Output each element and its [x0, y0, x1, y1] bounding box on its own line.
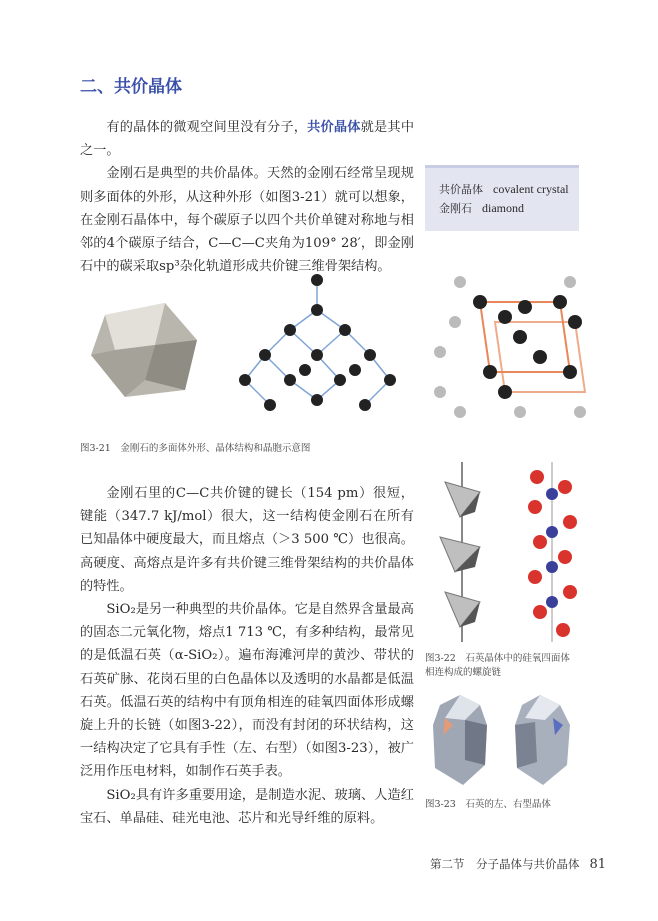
section-title: 二、共价晶体 [80, 77, 182, 97]
paragraph-1 [80, 116, 414, 162]
glossary-box [425, 165, 579, 231]
glossary-zh: 金刚石 [439, 202, 472, 215]
page-number: 81 [589, 857, 607, 872]
diamond-crystal-structure-model [230, 270, 405, 420]
diamond-crystal-photo [85, 295, 205, 405]
paragraph-4: SiO₂是另一种典型的共价晶体。它是自然界含量最高的固态二元氧化物，熔点1 713 ℃，有多种结构，最常见的是低温石英（α-SiO₂）。遍布海滩河岸的黄沙、带状的石英矿脉、花岗石里的白色晶体以及透明的水晶都是低温石英。低温石英的结构中有顶角相连的硅氧四面体形成螺旋上升的长链（如图3-22），而没有封闭的环状结构，这一结构决定了它具有手性（左、右型）（如图3-23），被广泛用作压电材料，如制作石英手表。 [80, 602, 414, 780]
intro-text [80, 116, 414, 278]
glossary-en: diamond [482, 201, 524, 215]
quartz-helix-chain-models [425, 462, 585, 642]
figure-3-23-caption: 图3-23 石英的左、右型晶体 [425, 799, 551, 810]
figure-3-21-caption: 图3-21 金刚石的多面体外形、晶体结构和晶胞示意图 [80, 443, 311, 454]
paragraph-3: 金刚石里的C—C共价键的键长（154 pm）很短，键能（347.7 kJ/mol）很大，这一结构使金刚石在所有已知晶体中硬度最大，而且熔点（＞3 500 ℃）也很高。高硬度、高熔点是许多有共价键三维骨架结构的共价晶体的特性。 [80, 486, 414, 594]
text: 有的晶体的微观空间里没有分子， [106, 120, 308, 135]
text: 就是其中之一。 [80, 120, 415, 159]
body-text [80, 482, 414, 830]
glossary-item [439, 199, 579, 218]
glossary-zh: 共价晶体 [439, 183, 483, 196]
glossary-item [439, 180, 579, 199]
right-quartz-crystal [515, 695, 570, 785]
footer-section: 第二节 分子晶体与共价晶体 [430, 857, 580, 871]
paragraph-5: SiO₂具有许多重要用途，是制造水泥、玻璃、人造红宝石、单晶硅、硅光电池、芯片和光导纤维的原料。 [80, 787, 414, 826]
page-footer [430, 856, 606, 872]
paragraph-2: 金刚石是典型的共价晶体。天然的金刚石经常呈现规则多面体的外形，从这种外形（如图3-21）就可以想象，在金刚石晶体中，每个碳原子以四个共价单键对称地与相邻的4个碳原子结合，C—C—C夹角为109° 28′，即金刚石中的碳采取sp³杂化轨道形成共价键三维骨架结构。 [80, 166, 414, 275]
keyword-covalent-crystal: 共价晶体 [307, 120, 361, 135]
glossary-en: covalent crystal [493, 182, 569, 196]
figure-3-22-caption: 图3-22 石英晶体中的硅氧四面体相连构成的螺旋链 [425, 653, 570, 678]
diamond-unit-cell-model [420, 262, 590, 432]
quartz-left-right-crystals [425, 690, 585, 790]
left-quartz-crystal [433, 695, 487, 785]
